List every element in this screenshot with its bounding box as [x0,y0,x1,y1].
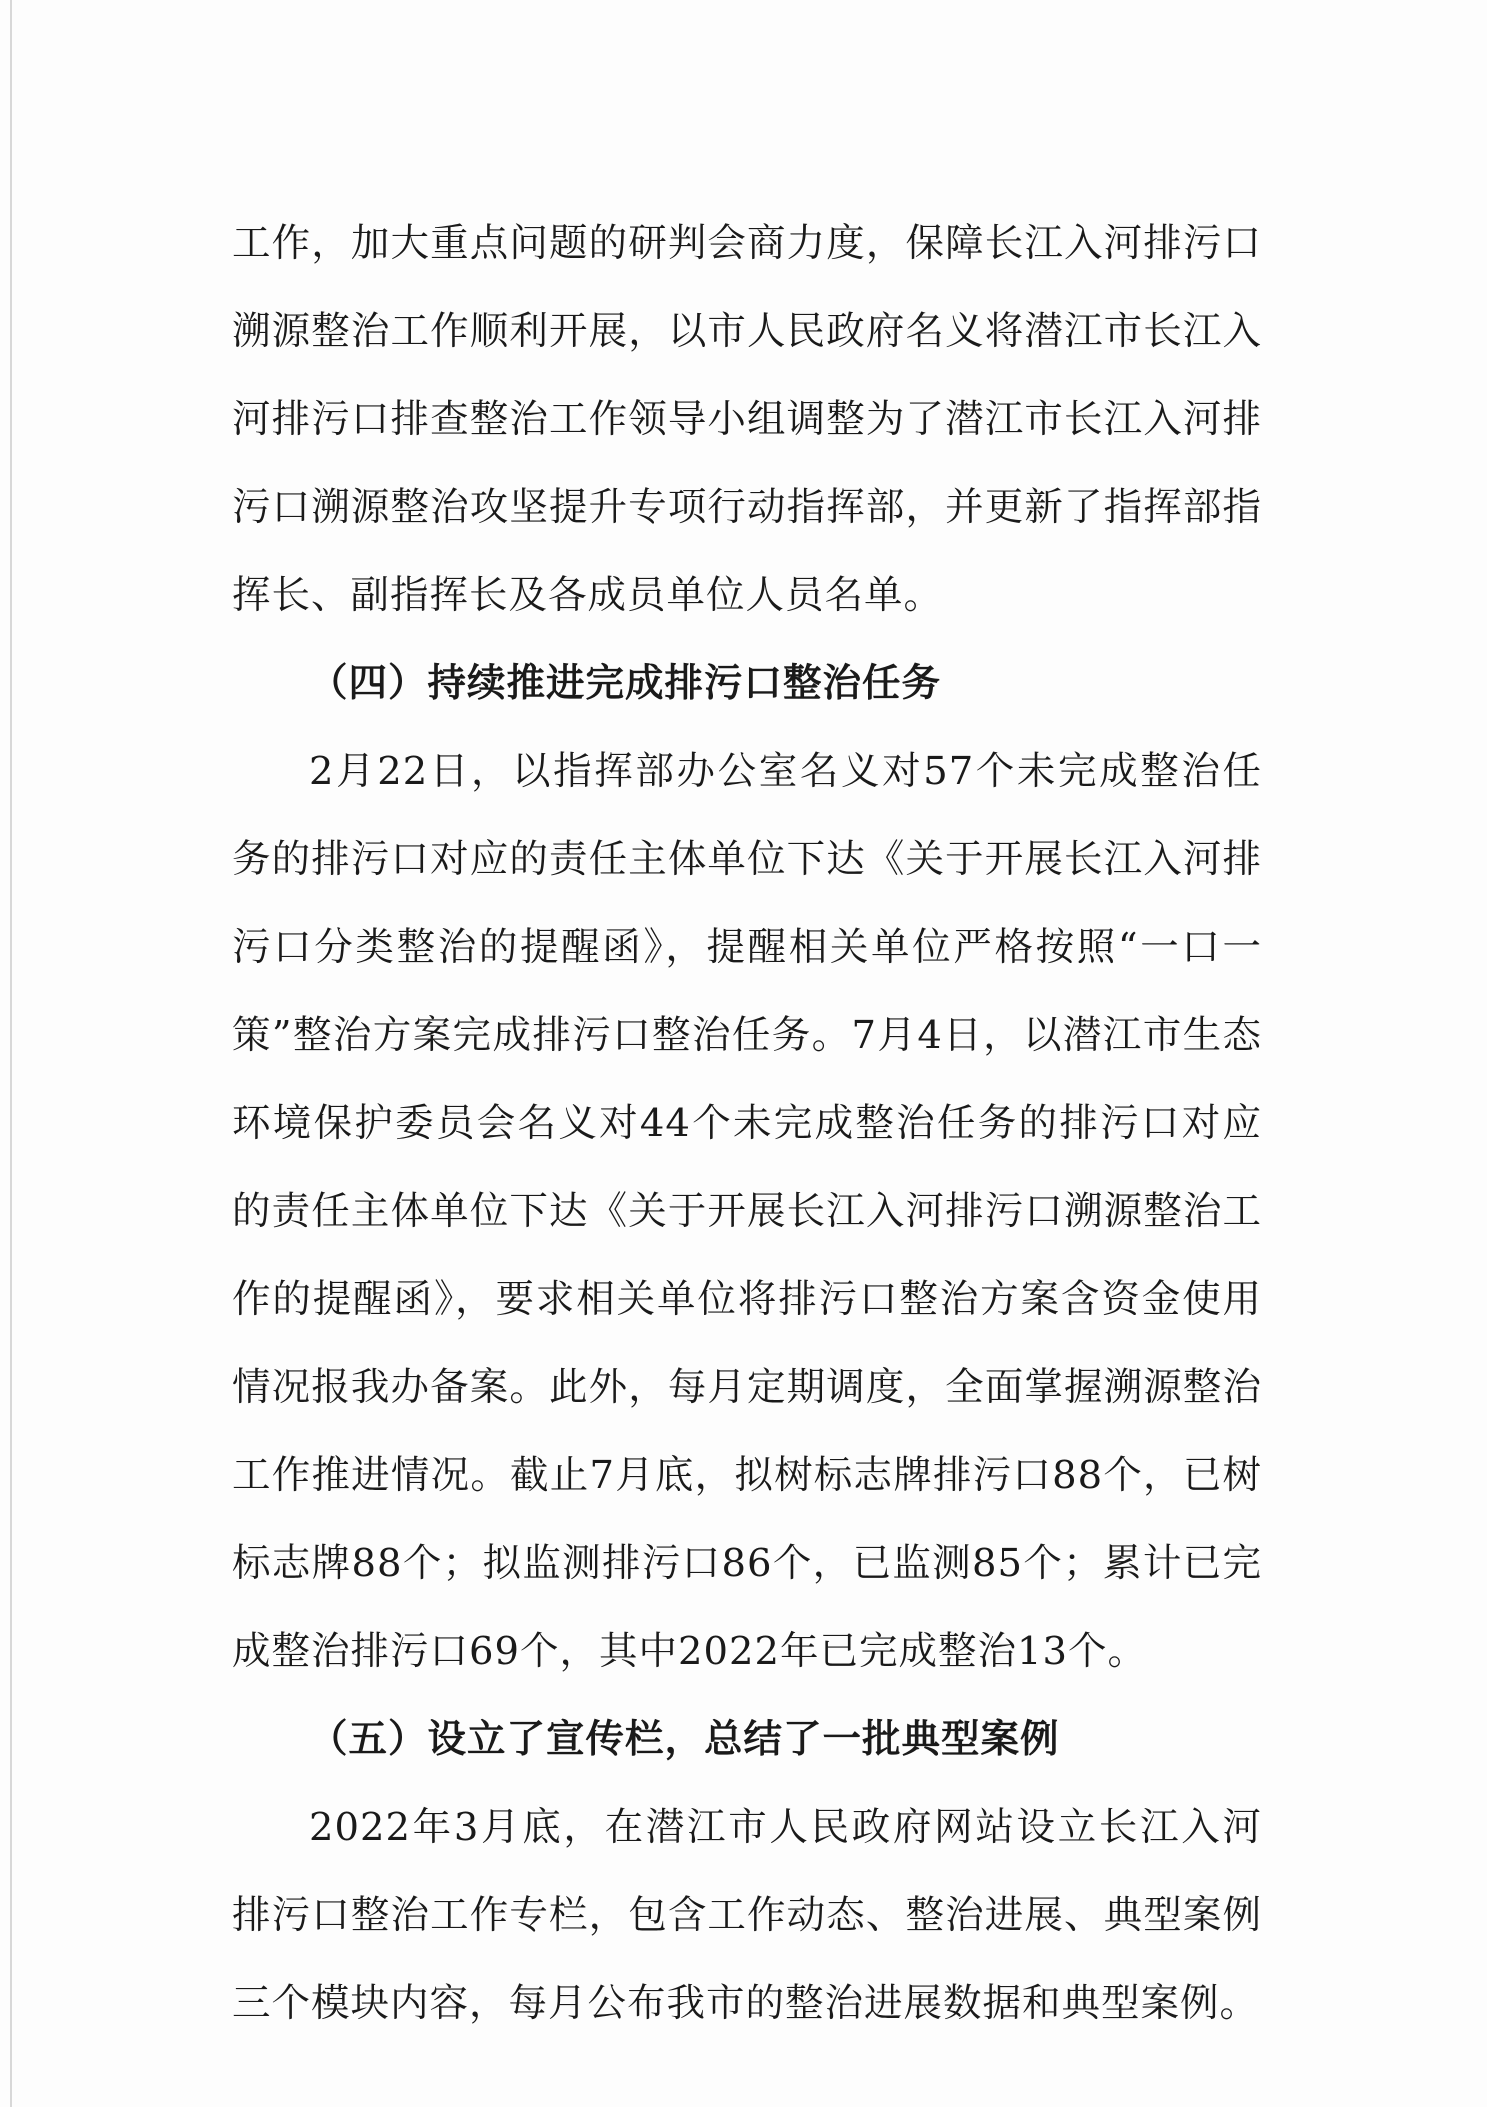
scan-edge [10,0,12,2107]
section-heading-4: （四）持续推进完成排污口整治任务 [309,661,942,706]
paragraph-continuation: 工作，加大重点问题的研判会商力度，保障长江入河排污口溯源整治工作顺利开展，以市人民政府名义将潜江市长江入河排污口排查整治工作领导小组调整为了潜江市长江入河排污口溯源整治攻坚提升专项行动指挥部，并更新了指挥部指挥长、副指挥长及各成员单位人员名单。 [232,221,1262,618]
section-heading-5: （五）设立了宣传栏，总结了一批典型案例 [309,1717,1060,1762]
paragraph-section-4: 2月22日，以指挥部办公室名义对57个未完成整治任务的排污口对应的责任主体单位下达《关于开展长江入河排污口分类整治的提醒函》，提醒相关单位严格按照“一口一策”整治方案完成排污口整治任务。7月4日，以潜江市生态环境保护委员会名义对44个未完成整治任务的排污口对应的责任主体单位下达《关于开展长江入河排污口溯源整治工作的提醒函》，要求相关单位将排污口整治方案含资金使用情况报我办备案。此外，每月定期调度，全面掌握溯源整治工作推进情况。截止7月底，拟树标志牌排污口88个，已树标志牌88个；拟监测排污口86个，已监测85个；累计已完成整治排污口69个，其中2022年已完成整治13个。 [232,749,1262,1674]
paragraph-section-5: 2022年3月底，在潜江市人民政府网站设立长江入河排污口整治工作专栏，包含工作动态、整治进展、典型案例三个模块内容，每月公布我市的整治进展数据和典型案例。 [232,1805,1262,2026]
document-body [232,200,1262,2048]
